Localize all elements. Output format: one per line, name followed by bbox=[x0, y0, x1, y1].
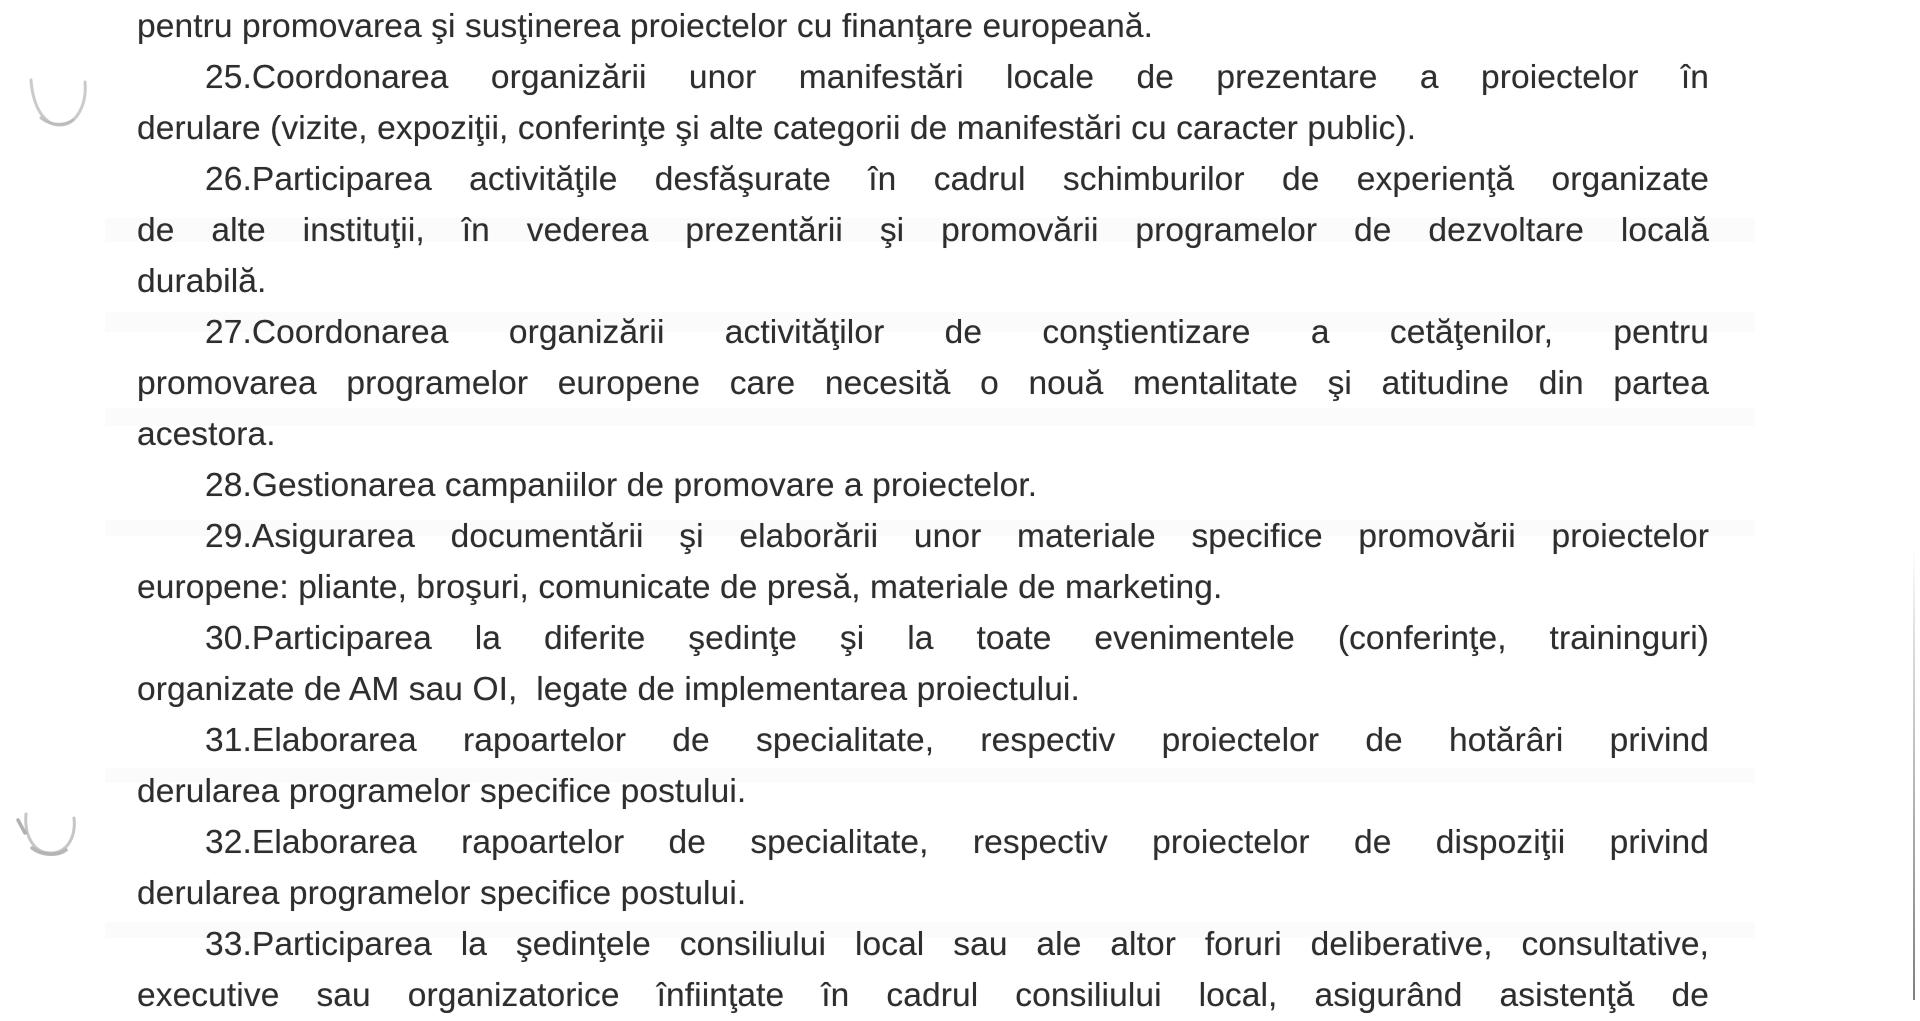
text-line: 28.Gestionarea campaniilor de promovare a proiectelor. bbox=[205, 467, 1038, 504]
text-line: 27.Coordonarea organizării activităţilor de conştientizare a cetăţenilor, pentru bbox=[205, 314, 1709, 351]
text-line: 25.Coordonarea organizării unor manifestări locale de prezentare a proiectelor în bbox=[205, 59, 1709, 96]
text-line: de alte instituţii, în vederea prezentării şi promovării programelor de dezvoltare locală bbox=[137, 212, 1709, 249]
text-line: executive sau organizatorice înfiinţate în cadrul consiliului local, asigurând asistenţă de bbox=[137, 977, 1709, 1014]
text-line: acestora. bbox=[137, 416, 276, 453]
text-line: 30.Participarea la diferite şedinţe şi la toate evenimentele (conferinţe, traininguri) bbox=[205, 620, 1709, 657]
margin-pen-mark-icon bbox=[10, 796, 86, 868]
text-line: 31.Elaborarea rapoartelor de specialitate, respectiv proiectelor de hotărâri privind bbox=[205, 722, 1709, 759]
text-line: organizate de AM sau OI, legate de implementarea proiectului. bbox=[137, 671, 1080, 708]
text-line: 32.Elaborarea rapoartelor de specialitate, respectiv proiectelor de dispoziţii privind bbox=[205, 824, 1709, 861]
document-text-block bbox=[137, 1, 1709, 1021]
text-line: promovarea programelor europene care necesită o nouă mentalitate şi atitudine din partea bbox=[137, 365, 1709, 402]
text-line: derularea programelor specifice postului. bbox=[137, 773, 747, 810]
text-line: 29.Asigurarea documentării şi elaborării unor materiale specifice promovării proiectelor bbox=[205, 518, 1709, 555]
text-line: europene: pliante, broşuri, comunicate de presă, materiale de marketing. bbox=[137, 569, 1223, 606]
text-line: derularea programelor specifice postului. bbox=[137, 875, 747, 912]
page-edge-shadow-line bbox=[1913, 548, 1915, 1000]
text-line: derulare (vizite, expoziţii, conferinţe şi alte categorii de manifestări cu caracter public). bbox=[137, 110, 1417, 147]
text-line: 26.Participarea activităţile desfăşurate în cadrul schimburilor de experienţă organizate bbox=[205, 161, 1709, 198]
text-line: durabilă. bbox=[137, 263, 267, 300]
margin-pen-mark-icon bbox=[25, 74, 95, 138]
text-line: pentru promovarea şi susţinerea proiectelor cu finanţare europeană. bbox=[137, 8, 1154, 45]
text-line: 33.Participarea la şedinţele consiliului local sau ale altor foruri deliberative, consultative, bbox=[205, 926, 1709, 963]
